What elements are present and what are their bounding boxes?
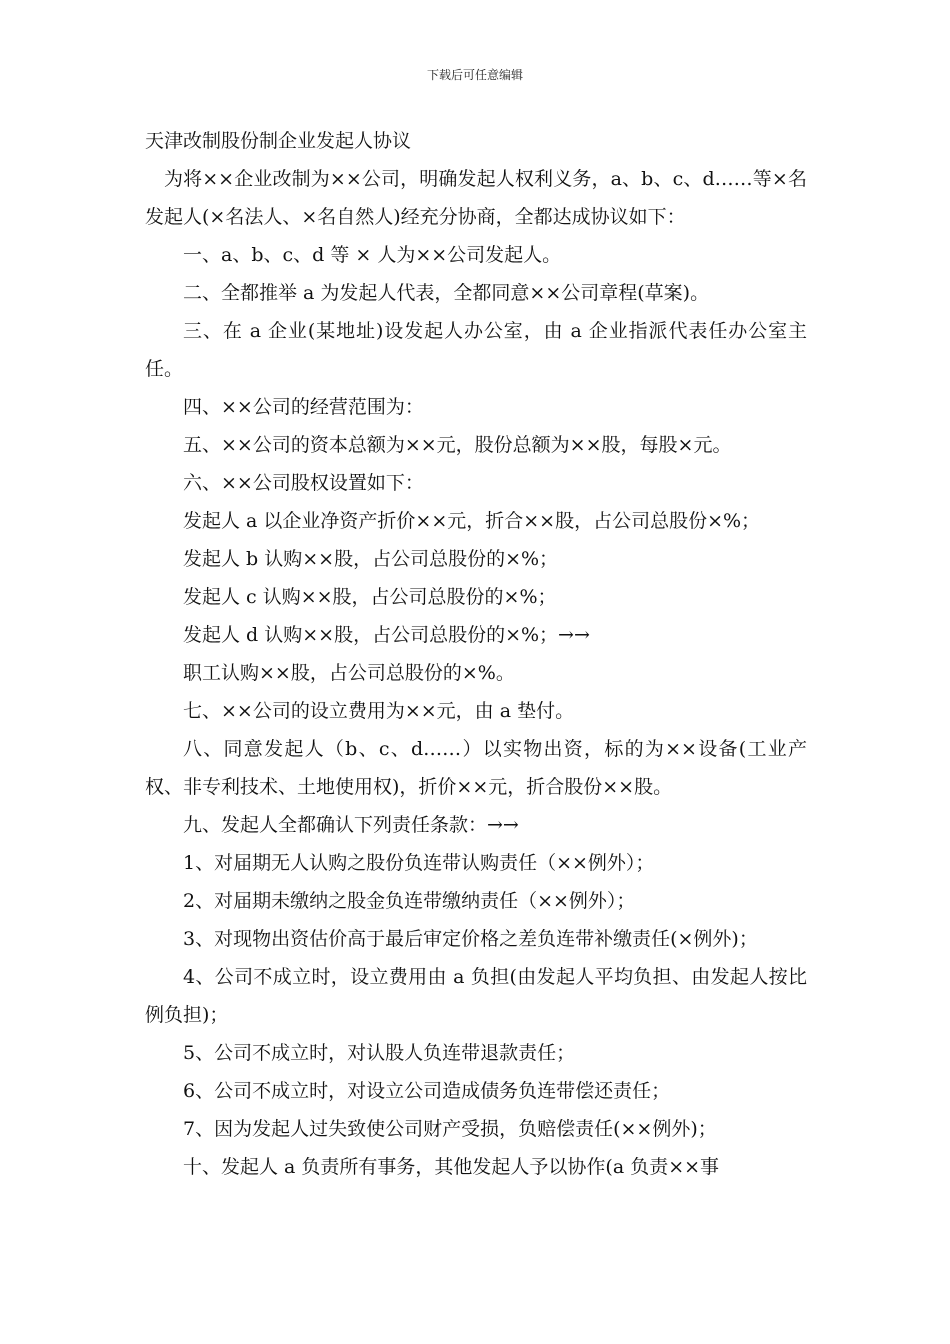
clause-7: 七、××公司的设立费用为××元，由 a 垫付。 [183, 700, 575, 722]
clause-9: 九、发起人全都确认下列责任条款：→→ [183, 814, 519, 836]
share-item-staff: 职工认购××股，占公司总股份的×%。 [183, 662, 515, 684]
share-item-b: 发起人 b 认购××股，占公司总股份的×%； [183, 548, 559, 570]
clause-2: 二、全都推举 a 为发起人代表，全都同意××公司章程(草案)。 [183, 282, 710, 304]
page-header: 下载后可任意编辑 [426, 68, 523, 82]
liability-item-1: 1、对届期无人认购之股份负连带认购责任（××例外）； [183, 852, 655, 874]
liability-item-7: 7、因为发起人过失致使公司财产受损，负赔偿责任(××例外)； [183, 1118, 717, 1140]
liability-item-3: 3、对现物出资估价高于最后审定价格之差负连带补缴责任(×例外)； [183, 928, 758, 950]
clause-6: 六、××公司股权设置如下： [183, 472, 424, 494]
liability-item-4: 4、公司不成立时，设立费用由 a 负担(由发起人平均负担、由发起人按比例负担)； [145, 966, 807, 1026]
clause-3: 三、在 a 企业(某地址)设发起人办公室，由 a 企业指派代表任办公室主任。 [145, 320, 807, 380]
share-item-c: 发起人 c 认购××股，占公司总股份的×%； [183, 586, 557, 608]
clause-8: 八、同意发起人（b、c、d……）以实物出资，标的为××设备(工业产权、非专利技术、土地使用权)，折价××元，折合股份××股。 [145, 738, 807, 798]
clause-10: 十、发起人 a 负责所有事务，其他发起人予以协作(a 负责××事 [183, 1156, 720, 1178]
intro-paragraph: 为将××企业改制为××公司，明确发起人权利义务，a、b、c、d……等×名发起人(×名法人、×名自然人)经充分协商，全都达成协议如下： [145, 168, 807, 228]
share-item-d: 发起人 d 认购××股，占公司总股份的×%；→→ [183, 624, 590, 646]
clause-5: 五、××公司的资本总额为××元，股份总额为××股，每股×元。 [183, 434, 732, 456]
clause-1: 一、a、b、c、d 等 × 人为××公司发起人。 [183, 244, 562, 266]
clause-4: 四、××公司的经营范围为： [183, 396, 424, 418]
liability-item-5: 5、公司不成立时，对认股人负连带退款责任； [183, 1042, 576, 1064]
document-body [145, 122, 807, 1186]
liability-item-6: 6、公司不成立时，对设立公司造成债务负连带偿还责任； [183, 1080, 671, 1102]
liability-item-2: 2、对届期未缴纳之股金负连带缴纳责任（××例外）； [183, 890, 636, 912]
document-title: 天津改制股份制企业发起人协议 [145, 130, 412, 152]
share-item-a: 发起人 a 以企业净资产折价××元，折合××股，占公司总股份×%； [183, 510, 761, 532]
